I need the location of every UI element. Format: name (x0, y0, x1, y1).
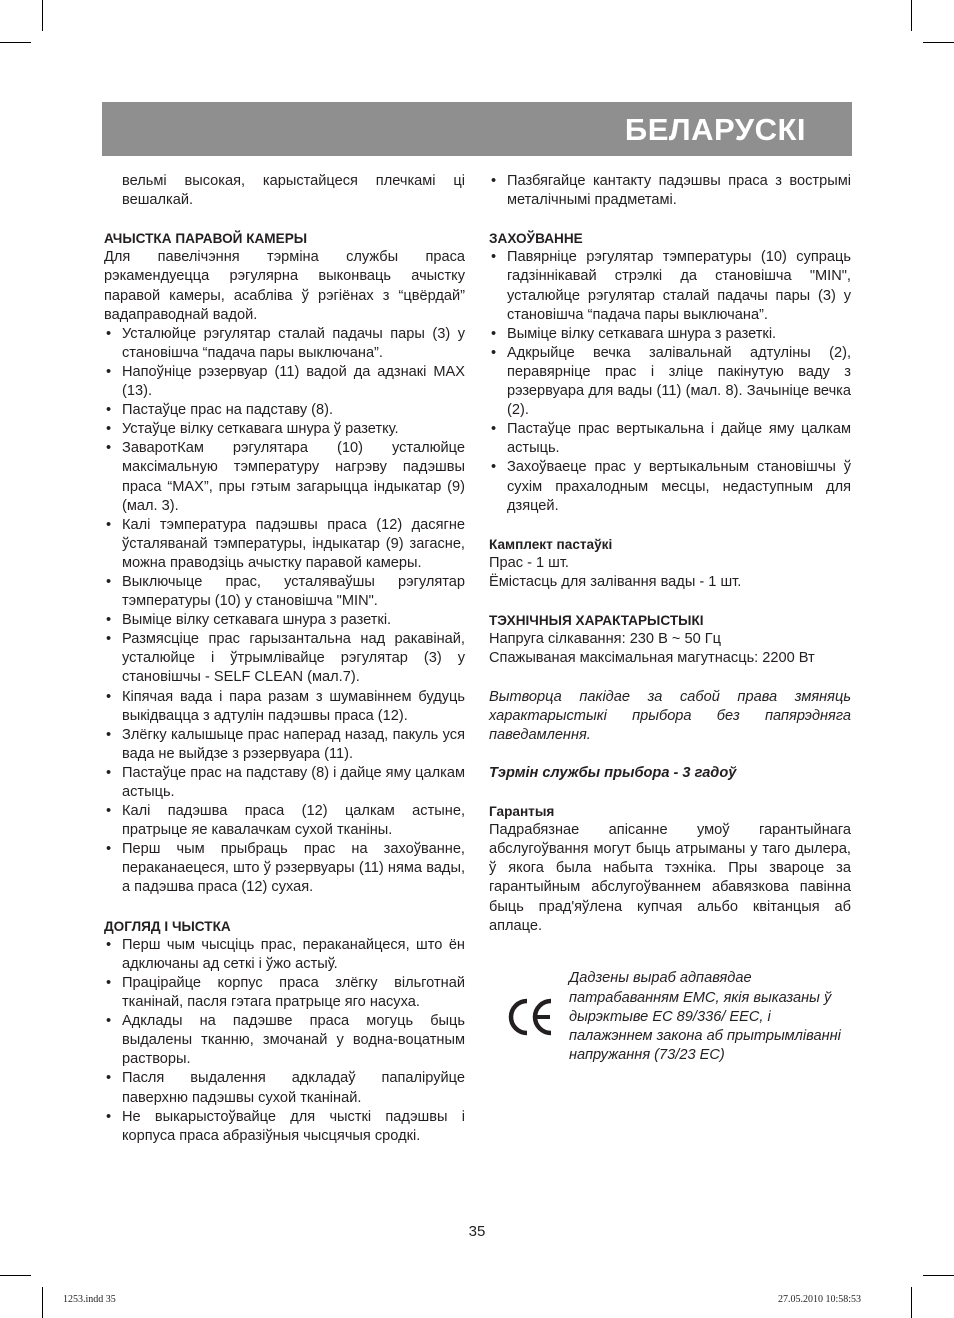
warranty-heading: Гарантыя (489, 804, 555, 820)
list-item: • Пасля выдалення адкладаў папаліруйце паверхню падэшвы сухой тканінай. (104, 1069, 465, 1107)
list-item: • Злёгку калышыце прас наперад назад, пакуль уся вада не выйдзе з рэзервуара (11). (104, 726, 465, 764)
list-item: • Напоўніце рэзервуар (11) вадой да адзнакі MAX (13). (104, 363, 465, 401)
kit-line: Ёмістасць для залівання вады - 1 шт. (489, 573, 742, 590)
list-item: • Выміце вілку сеткавага шнура з разеткі. (104, 611, 465, 630)
list-item: • ЗаваротКам рэгулятара (10) усталюйце максімальную тэмпературу нагрэву падэшвы праса “MAX”, пры гэтым загарыцца індыкатар (9) (мал. 3). (104, 439, 465, 515)
crop-mark (923, 1275, 954, 1276)
service-life-text: Тэрмін службы прыбора - 3 гадоў (489, 764, 737, 781)
list-item: • Размясціце прас гарызантальна над ракавінай, усталюйце і ўтрымлівайце рэгулятар (3) у становішчы - SELF CLEAN (мал.7). (104, 630, 465, 687)
list-item: • Кіпячая вада і пара разам з шумавіннем будуць выкідвацца з адтулін падэшвы праса (12). (104, 688, 465, 726)
steam-cleaning-text: Для павелічэння тэрміна службы праса рэкамендуецца рэгулярна выконваць ачыстку паравой камеры, асабліва ў рэгіёнах з “цвёрдай” вадаправоднай вадой. (104, 249, 465, 323)
storage-list (489, 248, 851, 515)
list-item: • Пазбягайце кантакту падэшвы праса з вострымі металічнымі прадметамі. (489, 172, 851, 210)
list-item: • Устаўце вілку сеткавага шнура ў разетку. (104, 420, 465, 439)
specs-heading: ТЭХНІЧНЫЯ ХАРАКТАРЫСТЫКІ (489, 613, 704, 629)
crop-mark (923, 42, 954, 43)
list-item: • Перш чым чысціць прас, пераканайцеся, што ён адключаны ад сеткі і ўжо астыў. (104, 936, 465, 974)
list-item: • Усталюйце рэгулятар сталай падачы пары (3) у становішча “падача пары выключана”. (104, 325, 465, 363)
specs-line: Спажываная максімальная магутнасць: 2200 Вт (489, 650, 815, 667)
ce-compliance (489, 969, 851, 1064)
right-column (489, 172, 851, 1080)
crop-mark (0, 1275, 31, 1276)
crop-mark (911, 0, 912, 31)
list-item: • Калі падэшва праса (12) цалкам астыне, пратрыце яе кавалачкам сухой тканіны. (104, 802, 465, 840)
list-item: • Працірайце корпус праса злёгку вільготнай тканінай, пасля гэтага пратрыце яго насуха. (104, 974, 465, 1012)
list-item: • Выміце вілку сеткавага шнура з разеткі. (489, 325, 851, 344)
steam-cleaning-heading: АЧЫСТКА ПАРАВОЙ КАМЕРЫ (104, 231, 308, 247)
crop-mark (0, 42, 31, 43)
top-list (489, 172, 851, 210)
warranty-text: Падрабязнае апісанне умоў гарантыйнага абслугоўвання могут быць атрыманы у таго дылера, ў якога была набыта тэхніка. Пры звароце за гарантыйным абслугоўваннем абавязкова павінна быць прад'яўлена купчая альбо квітанцыя аб аплаце. (489, 822, 851, 934)
specs-line: Напруга сілкавання: 230 В ~ 50 Гц (489, 631, 722, 648)
list-item: • Пастаўце прас на падставу (8). (104, 401, 465, 420)
section-header (102, 102, 852, 156)
crop-mark (42, 1287, 43, 1318)
page-number: 35 (468, 1223, 486, 1240)
list-item: • Захоўваеце прас у вертыкальным становішчы ў сухім прахалодным месцы, недаступным для дзяцей. (489, 458, 851, 515)
care-list (104, 936, 465, 1146)
section-title: БЕЛАРУСКІ (624, 112, 806, 147)
kit-line: Прас - 1 шт. (489, 554, 569, 571)
date-slug: 27.05.2010 10:58:53 (778, 1294, 862, 1305)
list-item: • Калі тэмпература падэшвы праса (12) дасягне ўсталяванай тэмпературы, індыкатар (9) загасне, можна праводзіць ачыстку паравой камеры. (104, 516, 465, 573)
storage-heading: ЗАХОЎВАННЕ (489, 231, 583, 247)
list-item: • Выключыце прас, усталяваўшы рэгулятар тэмпературы (10) у становішча "MIN". (104, 573, 465, 611)
care-heading: ДОГЛЯД І ЧЫСТКА (104, 918, 231, 934)
left-column (104, 172, 465, 1146)
disclaimer-text: Вытворца пакідае за сабой права змяняць характарыстыкі прыбора без папярэдняга паведамлення. (489, 688, 851, 743)
list-item: • Пастаўце прас вертыкальна і дайце яму цалкам астыць. (489, 420, 851, 458)
steam-cleaning-list (104, 325, 465, 898)
list-item: • Павярніце рэгулятар тэмпературы (10) супраць гадзіннікавай стрэлкі да становішча "MIN", усталюйце рэгулятар сталай падачы пары (3) у становішча “падача пары выключана”. (489, 248, 851, 324)
list-item: • Не выкарыстоўвайце для чысткі падэшвы і корпуса праса абразіўныя чысцячыя сродкі. (104, 1108, 465, 1146)
crop-mark (911, 1287, 912, 1318)
crop-mark (42, 0, 43, 31)
list-item: • Адкрыйце вечка залівальнай адтуліны (2), перавярніце прас і зліце пакінутую ваду з рэзервуара для вады (11) (мал. 8). Зачыніце вечка (2). (489, 344, 851, 420)
list-item: • Пастаўце прас на падставу (8) і дайце яму цалкам астыць. (104, 764, 465, 802)
list-item: • Адклады на падэшве праса могуць быць выдалены тканню, змочанай у водна-воцатным растворы. (104, 1012, 465, 1069)
file-slug: 1253.indd 35 (63, 1294, 116, 1305)
kit-heading: Камплект пастаўкі (489, 536, 613, 552)
ce-text: Дадзены выраб адпавядае патрабаванням ЕМС, якія выказаны ў дырэктыве ЕС 89/336/ ЕЕС, і палажэннем закона аб прытрымліванні напружання (73/23 ЕС) (569, 970, 841, 1063)
list-item: • Перш чым прыбраць прас на захоўванне, пераканаецеся, што ў рэзервуары (11) няма вады, а падэшва праса (12) сухая. (104, 840, 465, 897)
ce-mark-icon (505, 997, 555, 1037)
intro-text: вельмі высокая, карыстайцеся плечкамі ці вешалкай. (122, 173, 465, 209)
